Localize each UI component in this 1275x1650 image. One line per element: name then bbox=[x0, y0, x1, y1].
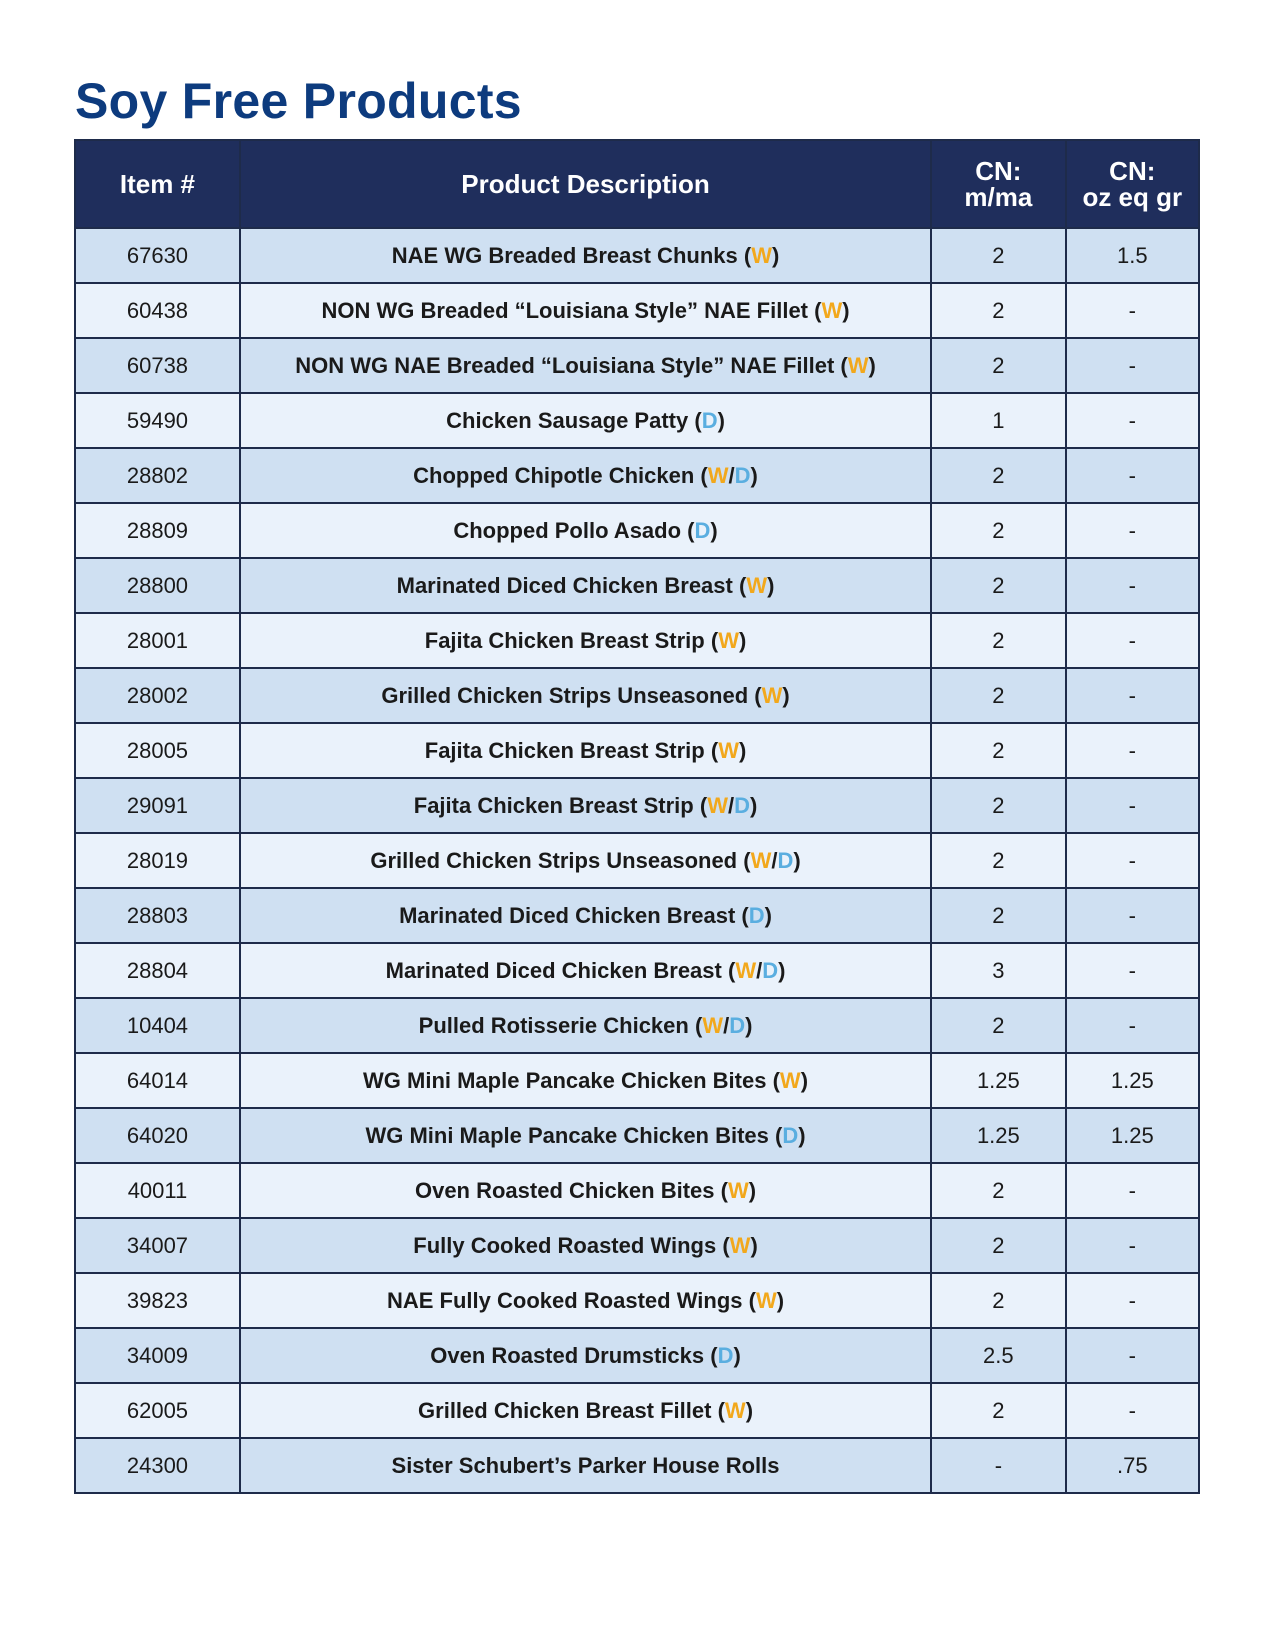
cn-oz-eq-gr-value: - bbox=[1066, 943, 1199, 998]
diet-marker: (W/D) bbox=[694, 462, 758, 488]
product-description-text: Chopped Chipotle Chicken bbox=[413, 462, 695, 488]
table-row bbox=[75, 1438, 1199, 1493]
w-marker: W bbox=[755, 1287, 777, 1313]
cn-oz-eq-gr-value: - bbox=[1066, 558, 1199, 613]
product-description bbox=[240, 1108, 931, 1163]
table-row bbox=[75, 888, 1199, 943]
d-marker: D bbox=[748, 902, 765, 928]
item-number: 64020 bbox=[75, 1108, 240, 1163]
item-number: 10404 bbox=[75, 998, 240, 1053]
cn-mma-value: 2 bbox=[931, 833, 1065, 888]
w-marker: W bbox=[751, 242, 772, 268]
product-description bbox=[240, 338, 931, 393]
diet-marker: (W/D) bbox=[693, 792, 758, 818]
d-marker: D bbox=[777, 847, 794, 873]
page-title: Soy Free Products bbox=[75, 73, 522, 129]
item-number: 29091 bbox=[75, 778, 240, 833]
product-description bbox=[240, 503, 931, 558]
cn-mma-value: 2 bbox=[931, 448, 1065, 503]
table-row bbox=[75, 668, 1199, 723]
table-row bbox=[75, 448, 1199, 503]
product-description-text: Pulled Rotisserie Chicken bbox=[418, 1012, 689, 1038]
table-row bbox=[75, 1273, 1199, 1328]
table-row bbox=[75, 1163, 1199, 1218]
item-number: 59490 bbox=[75, 393, 240, 448]
cn-mma-value: 1.25 bbox=[931, 1108, 1065, 1163]
d-marker: D bbox=[729, 1012, 746, 1038]
table-row bbox=[75, 1383, 1199, 1438]
cn-mma-value: 2 bbox=[931, 558, 1065, 613]
product-description-text: Grilled Chicken Strips Unseasoned bbox=[370, 847, 738, 873]
cn-oz-eq-gr-value: - bbox=[1066, 888, 1199, 943]
item-number: 28809 bbox=[75, 503, 240, 558]
cn-oz-eq-gr-value: - bbox=[1066, 613, 1199, 668]
w-marker: W bbox=[707, 462, 729, 488]
w-marker: W bbox=[718, 627, 739, 653]
header-cn-oz-line1: CN: bbox=[1109, 156, 1156, 186]
cn-mma-value: 2 bbox=[931, 668, 1065, 723]
table-row bbox=[75, 833, 1199, 888]
w-marker: W bbox=[707, 792, 728, 818]
cn-mma-value: 2 bbox=[931, 778, 1065, 833]
cn-oz-eq-gr-value: - bbox=[1066, 1163, 1199, 1218]
product-description bbox=[240, 1218, 931, 1273]
d-marker: D bbox=[694, 517, 711, 543]
table-header bbox=[75, 140, 1199, 228]
item-number: 34009 bbox=[75, 1328, 240, 1383]
product-description-text: Fully Cooked Roasted Wings bbox=[413, 1232, 717, 1258]
product-description bbox=[240, 1273, 931, 1328]
cn-mma-value: 2 bbox=[931, 1383, 1065, 1438]
diet-marker: (W) bbox=[737, 242, 780, 268]
d-marker: D bbox=[701, 407, 718, 433]
w-marker: W bbox=[702, 1012, 724, 1038]
products-table bbox=[74, 139, 1200, 1494]
cn-mma-value: 2.5 bbox=[931, 1328, 1065, 1383]
product-description-text: NON WG NAE Breaded “Louisiana Style” NAE Fillet bbox=[295, 352, 835, 378]
cn-oz-eq-gr-value: - bbox=[1066, 668, 1199, 723]
cn-oz-eq-gr-value: .75 bbox=[1066, 1438, 1199, 1493]
cn-mma-value: 1.25 bbox=[931, 1053, 1065, 1108]
product-description bbox=[240, 558, 931, 613]
table-row bbox=[75, 228, 1199, 283]
diet-marker: (D) bbox=[681, 517, 718, 543]
diet-marker: (D) bbox=[704, 1342, 741, 1368]
table-row bbox=[75, 393, 1199, 448]
product-description-text: Grilled Chicken Strips Unseasoned bbox=[381, 682, 749, 708]
cn-oz-eq-gr-value: - bbox=[1066, 393, 1199, 448]
product-description bbox=[240, 778, 931, 833]
cn-oz-eq-gr-value: - bbox=[1066, 448, 1199, 503]
d-marker: D bbox=[717, 1342, 734, 1368]
diet-marker: (W) bbox=[748, 682, 790, 708]
product-description-text: Marinated Diced Chicken Breast bbox=[396, 572, 733, 598]
product-description bbox=[240, 1163, 931, 1218]
product-description bbox=[240, 283, 931, 338]
w-marker: W bbox=[821, 297, 843, 323]
table-row bbox=[75, 283, 1199, 338]
item-number: 28802 bbox=[75, 448, 240, 503]
header-cn-mma-line2: m/ma bbox=[964, 182, 1033, 212]
cn-oz-eq-gr-value: 1.25 bbox=[1066, 1108, 1199, 1163]
diet-marker: (W) bbox=[711, 1397, 754, 1423]
product-description bbox=[240, 943, 931, 998]
cn-oz-eq-gr-value: - bbox=[1066, 1273, 1199, 1328]
item-number: 60738 bbox=[75, 338, 240, 393]
table-row bbox=[75, 1328, 1199, 1383]
cn-mma-value: 2 bbox=[931, 1273, 1065, 1328]
header-product-description: Product Description bbox=[240, 140, 931, 228]
cn-oz-eq-gr-value: - bbox=[1066, 723, 1199, 778]
cn-oz-eq-gr-value: - bbox=[1066, 778, 1199, 833]
product-description-text: NAE WG Breaded Breast Chunks bbox=[391, 242, 738, 268]
product-description bbox=[240, 228, 931, 283]
product-description-text: Marinated Diced Chicken Breast bbox=[399, 902, 736, 928]
diet-marker: (W) bbox=[716, 1232, 758, 1258]
cn-mma-value: 2 bbox=[931, 888, 1065, 943]
w-marker: W bbox=[735, 957, 757, 983]
cn-mma-value: 1 bbox=[931, 393, 1065, 448]
header-cn-oz-eq-gr bbox=[1066, 140, 1199, 228]
d-marker: D bbox=[762, 957, 779, 983]
product-description-text: NAE Fully Cooked Roasted Wings bbox=[386, 1287, 743, 1313]
cn-oz-eq-gr-value: - bbox=[1066, 1383, 1199, 1438]
product-description-text: NON WG Breaded “Louisiana Style” NAE Fillet bbox=[321, 297, 809, 323]
product-description-text: Chicken Sausage Patty bbox=[446, 407, 689, 433]
cn-mma-value: 2 bbox=[931, 1163, 1065, 1218]
diet-marker: (D) bbox=[735, 902, 772, 928]
diet-marker: (W) bbox=[834, 352, 876, 378]
item-number: 60438 bbox=[75, 283, 240, 338]
diet-marker: (W) bbox=[714, 1177, 757, 1203]
product-description bbox=[240, 668, 931, 723]
diet-marker: (W) bbox=[808, 297, 850, 323]
product-description-text: Chopped Pollo Asado bbox=[453, 517, 682, 543]
w-marker: W bbox=[761, 682, 783, 708]
item-number: 40011 bbox=[75, 1163, 240, 1218]
cn-oz-eq-gr-value: - bbox=[1066, 1328, 1199, 1383]
product-description bbox=[240, 448, 931, 503]
w-marker: W bbox=[746, 572, 768, 598]
item-number: 28800 bbox=[75, 558, 240, 613]
table-row bbox=[75, 1053, 1199, 1108]
item-number: 64014 bbox=[75, 1053, 240, 1108]
product-description bbox=[240, 1383, 931, 1438]
product-description-text: Oven Roasted Drumsticks bbox=[430, 1342, 705, 1368]
product-description bbox=[240, 833, 931, 888]
item-number: 28001 bbox=[75, 613, 240, 668]
w-marker: W bbox=[729, 1232, 751, 1258]
table-row bbox=[75, 503, 1199, 558]
diet-marker: (W/D) bbox=[688, 1012, 753, 1038]
diet-marker: (D) bbox=[688, 407, 725, 433]
cn-mma-value: 2 bbox=[931, 283, 1065, 338]
w-marker: W bbox=[724, 1397, 746, 1423]
item-number: 62005 bbox=[75, 1383, 240, 1438]
cn-oz-eq-gr-value: - bbox=[1066, 283, 1199, 338]
table-row bbox=[75, 998, 1199, 1053]
cn-mma-value: 3 bbox=[931, 943, 1065, 998]
product-description bbox=[240, 723, 931, 778]
cn-mma-value: 2 bbox=[931, 503, 1065, 558]
product-description bbox=[240, 1328, 931, 1383]
item-number: 67630 bbox=[75, 228, 240, 283]
diet-marker: (W/D) bbox=[721, 957, 786, 983]
cn-mma-value: 2 bbox=[931, 998, 1065, 1053]
item-number: 24300 bbox=[75, 1438, 240, 1493]
table-row bbox=[75, 1218, 1199, 1273]
table-row bbox=[75, 723, 1199, 778]
cn-oz-eq-gr-value: 1.25 bbox=[1066, 1053, 1199, 1108]
product-description-text: WG Mini Maple Pancake Chicken Bites bbox=[365, 1122, 769, 1148]
cn-oz-eq-gr-value: - bbox=[1066, 998, 1199, 1053]
cn-oz-eq-gr-value: - bbox=[1066, 1218, 1199, 1273]
cn-mma-value: 2 bbox=[931, 613, 1065, 668]
cn-mma-value: 2 bbox=[931, 228, 1065, 283]
product-description-text: Oven Roasted Chicken Bites bbox=[414, 1177, 715, 1203]
item-number: 28804 bbox=[75, 943, 240, 998]
product-description bbox=[240, 1053, 931, 1108]
header-cn-mma-line1: CN: bbox=[975, 156, 1022, 186]
cn-oz-eq-gr-value: 1.5 bbox=[1066, 228, 1199, 283]
product-description-text: Fajita Chicken Breast Strip bbox=[424, 627, 705, 653]
product-description bbox=[240, 998, 931, 1053]
diet-marker: (W/D) bbox=[737, 847, 801, 873]
item-number: 28005 bbox=[75, 723, 240, 778]
product-description bbox=[240, 613, 931, 668]
w-marker: W bbox=[718, 737, 739, 763]
diet-marker: (D) bbox=[768, 1122, 806, 1148]
product-description-text: Fajita Chicken Breast Strip bbox=[424, 737, 705, 763]
diet-marker: (W) bbox=[732, 572, 775, 598]
w-marker: W bbox=[847, 352, 869, 378]
product-description-text: WG Mini Maple Pancake Chicken Bites bbox=[363, 1067, 767, 1093]
product-description-text: Sister Schubert’s Parker House Rolls bbox=[391, 1452, 780, 1478]
item-number: 28803 bbox=[75, 888, 240, 943]
product-description bbox=[240, 888, 931, 943]
cn-mma-value: - bbox=[931, 1438, 1065, 1493]
item-number: 28019 bbox=[75, 833, 240, 888]
cn-mma-value: 2 bbox=[931, 338, 1065, 393]
table-row bbox=[75, 1108, 1199, 1163]
table-row bbox=[75, 778, 1199, 833]
diet-marker: (W) bbox=[742, 1287, 785, 1313]
product-description-text: Fajita Chicken Breast Strip bbox=[413, 792, 694, 818]
product-description-text: Grilled Chicken Breast Fillet bbox=[418, 1397, 712, 1423]
item-number: 28002 bbox=[75, 668, 240, 723]
diet-marker: (W) bbox=[704, 737, 747, 763]
product-description bbox=[240, 393, 931, 448]
w-marker: W bbox=[779, 1067, 801, 1093]
d-marker: D bbox=[734, 792, 750, 818]
table-row bbox=[75, 613, 1199, 668]
table-row bbox=[75, 558, 1199, 613]
w-marker: W bbox=[727, 1177, 749, 1203]
diet-marker: (W) bbox=[704, 627, 747, 653]
header-cn-mma bbox=[931, 140, 1065, 228]
cn-oz-eq-gr-value: - bbox=[1066, 503, 1199, 558]
product-description bbox=[240, 1438, 931, 1493]
diet-marker: (W) bbox=[766, 1067, 809, 1093]
w-marker: W bbox=[750, 847, 772, 873]
cn-mma-value: 2 bbox=[931, 723, 1065, 778]
d-marker: D bbox=[782, 1122, 799, 1148]
table-row bbox=[75, 943, 1199, 998]
item-number: 39823 bbox=[75, 1273, 240, 1328]
table-row bbox=[75, 338, 1199, 393]
header-item-number: Item # bbox=[75, 140, 240, 228]
d-marker: D bbox=[734, 462, 751, 488]
item-number: 34007 bbox=[75, 1218, 240, 1273]
product-description-text: Marinated Diced Chicken Breast bbox=[385, 957, 722, 983]
header-cn-oz-line2: oz eq gr bbox=[1082, 182, 1183, 212]
cn-mma-value: 2 bbox=[931, 1218, 1065, 1273]
cn-oz-eq-gr-value: - bbox=[1066, 338, 1199, 393]
table-body bbox=[75, 228, 1199, 1493]
cn-oz-eq-gr-value: - bbox=[1066, 833, 1199, 888]
